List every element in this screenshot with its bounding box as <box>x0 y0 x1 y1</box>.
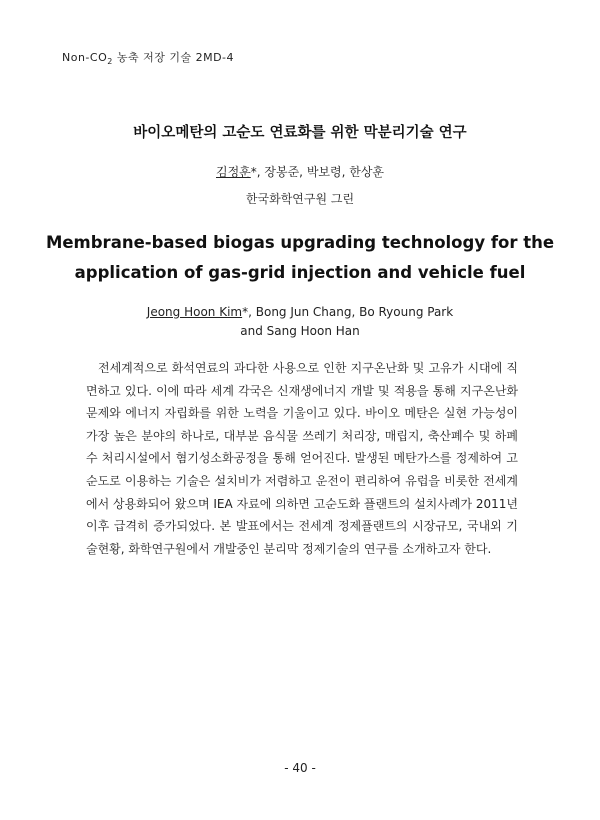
english-title <box>0 228 600 288</box>
korean-title: 바이오메탄의 고순도 연료화를 위한 막분리기술 연구 <box>133 125 467 141</box>
english-first-author: Jeong Hoon Kim <box>146 305 243 319</box>
english-authors-line-1 <box>0 303 600 322</box>
page-number: - 40 - <box>284 761 316 775</box>
english-title-line-1: Membrane-based biogas upgrading technology for the <box>45 233 555 252</box>
korean-other-authors: *, 장봉준, 박보령, 한상훈 <box>250 165 384 179</box>
korean-authors <box>0 163 600 180</box>
session-header-subscript: 2 <box>107 57 113 67</box>
english-other-authors: *, Bong Jun Chang, Bo Ryoung Park <box>242 305 454 319</box>
english-title-line-2: application of gas-grid injection and vehicle fuel <box>74 263 526 282</box>
session-header-prefix: Non-CO <box>62 51 108 64</box>
abstract-paragraph: 전세계적으로 화석연료의 과다한 사용으로 인한 지구온난화 및 고유가 시대에 직면하고 있다. 이에 따라 세계 각국은 신재생에너지 개발 및 적용을 통해 지구온난화문제와 에너지 자립화를 위한 노력을 기울이고 있다. 바이오 메탄은 실현 가능성이 가장 높은 분야의 하나로, 대부분 음식물 쓰레기 처리장, 매립지, 축산폐수 및 하폐수 처리시설에서 혐기성소화공정을 통해 얻어진다. 발생된 메탄가스를 정제하여 고순도로 이용하는 기술은 설치비가 저렴하고 운전이 편리하여 유럽을 비롯한 전세계에서 상용화되어 왔으며 IEA 자료에 의하면 고순도화 플랜트의 설치사례가 2011년 이후 급격히 증가되었다. 본 발표에서는 전세계 정제플랜트의 시장규모, 국내외 기술현황, 화학연구원에서 개발중인 분리막 정제기술의 연구를 소개하고자 한다. <box>86 361 518 556</box>
korean-first-author: 김정훈 <box>216 165 251 179</box>
english-authors-line-2: and Sang Hoon Han <box>240 324 360 338</box>
english-authors <box>0 303 600 341</box>
korean-affiliation: 한국화학연구원 그린 <box>245 192 355 206</box>
session-header <box>62 49 234 66</box>
session-header-suffix: 농축 저장 기술 2MD-4 <box>112 51 235 64</box>
